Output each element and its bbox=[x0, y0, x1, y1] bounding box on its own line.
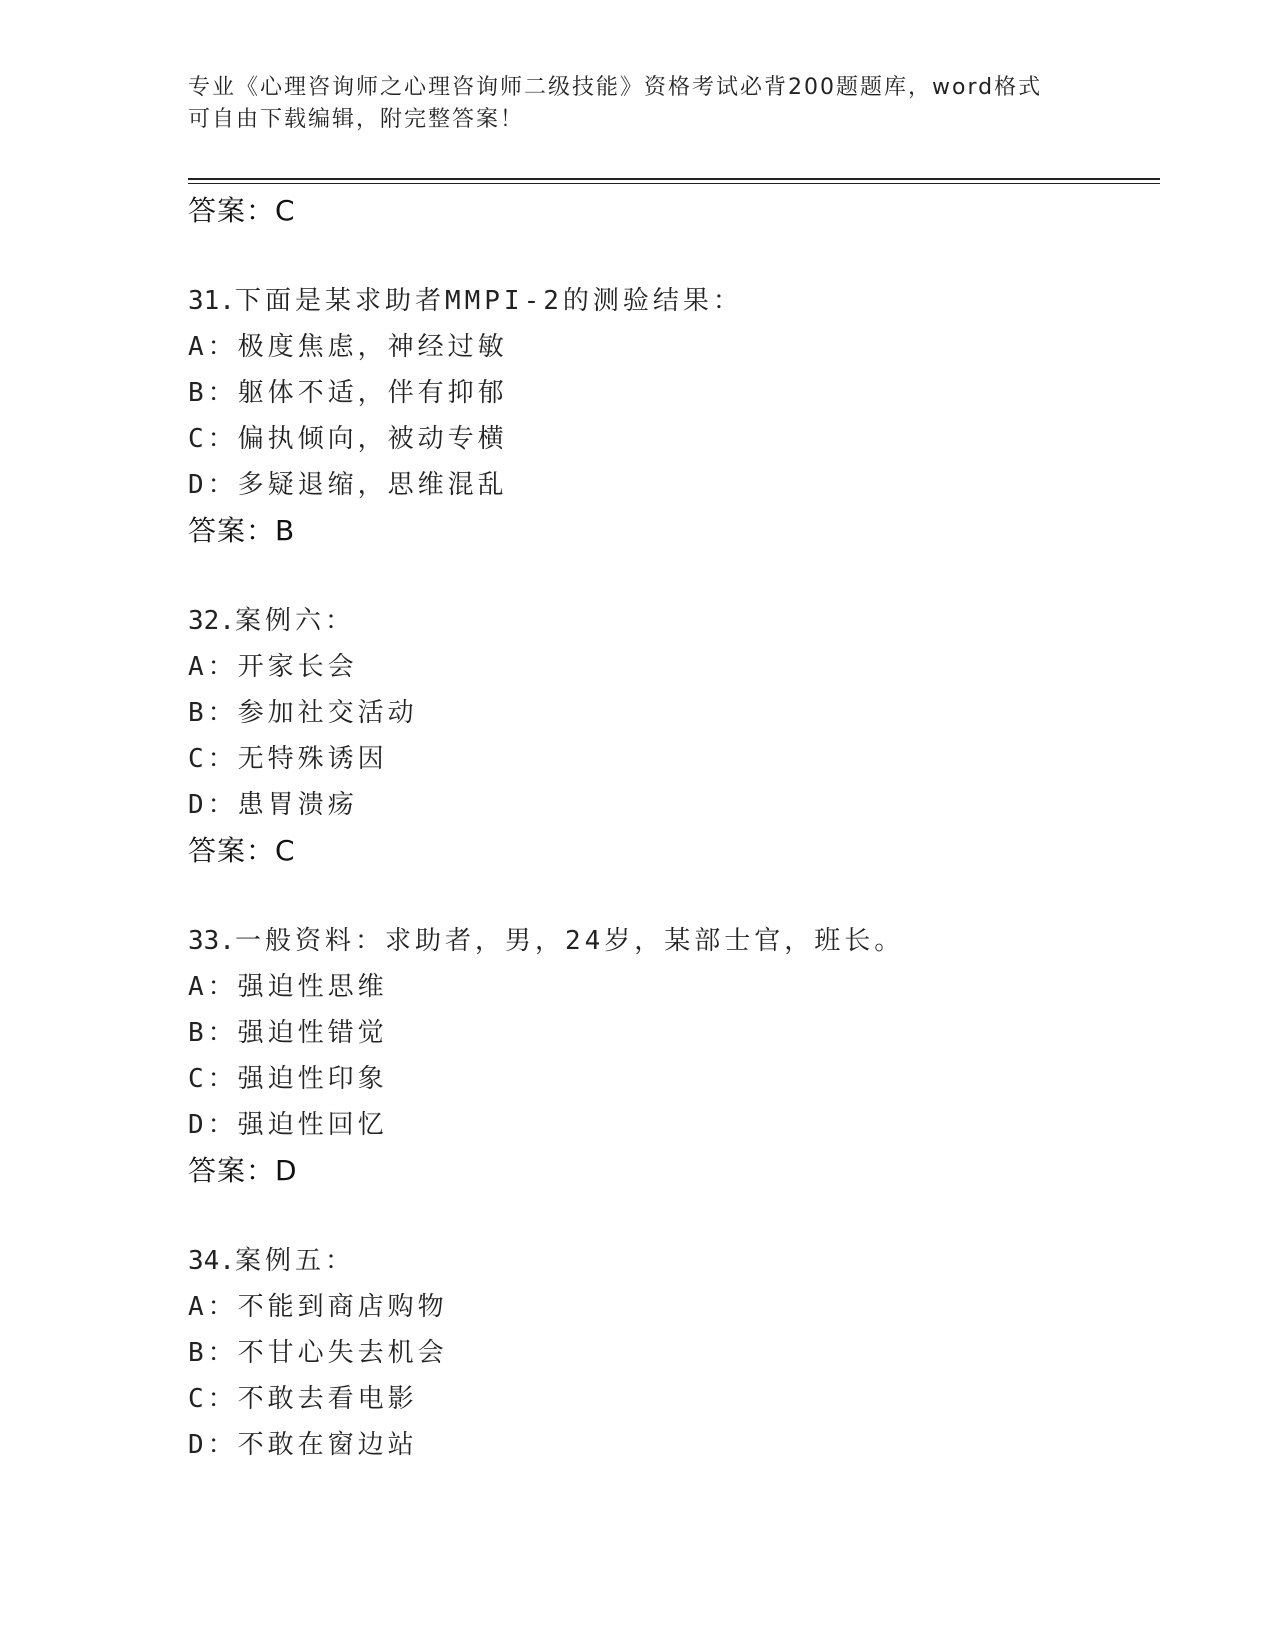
question-list bbox=[188, 188, 1148, 1468]
question-32 bbox=[188, 598, 1148, 874]
question-title bbox=[188, 598, 1148, 644]
option-d: D：不敢在窗边站 bbox=[188, 1430, 418, 1460]
answer-previous: 答案：C bbox=[188, 194, 296, 227]
answer: 答案：D bbox=[188, 1154, 298, 1187]
question-text: 一般资料：求助者，男，24岁，某部士官，班长。 bbox=[234, 926, 905, 956]
option-b: B：参加社交活动 bbox=[188, 698, 418, 728]
option-d: D：强迫性回忆 bbox=[188, 1110, 388, 1140]
option-b: B：不甘心失去机会 bbox=[188, 1338, 448, 1368]
question-31 bbox=[188, 278, 1148, 554]
option-b: B：躯体不适，伴有抑郁 bbox=[188, 378, 508, 408]
option-a: A：开家长会 bbox=[188, 652, 358, 682]
question-number: 34. bbox=[188, 1246, 235, 1276]
option-c: C：无特殊诱因 bbox=[188, 744, 388, 774]
question-text: 案例六： bbox=[234, 606, 355, 636]
question-33 bbox=[188, 918, 1148, 1194]
question-number: 31. bbox=[188, 286, 235, 316]
option-a: A：不能到商店购物 bbox=[188, 1292, 448, 1322]
answer: 答案：C bbox=[188, 834, 296, 867]
answer: 答案：B bbox=[188, 514, 296, 547]
question-title bbox=[188, 918, 1148, 964]
option-c: C：不敢去看电影 bbox=[188, 1384, 418, 1414]
header-divider-thick bbox=[188, 178, 1160, 180]
option-d: D：患胃溃疡 bbox=[188, 790, 358, 820]
option-d: D：多疑退缩，思维混乱 bbox=[188, 470, 508, 500]
question-number: 32. bbox=[188, 606, 235, 636]
question-text: 下面是某求助者MMPI-2的测验结果： bbox=[234, 286, 743, 316]
question-title bbox=[188, 1238, 1148, 1284]
question-text: 案例五： bbox=[234, 1246, 355, 1276]
header-divider-thin bbox=[188, 183, 1160, 184]
option-c: C：强迫性印象 bbox=[188, 1064, 388, 1094]
document-header bbox=[188, 72, 1068, 136]
option-b: B：强迫性错觉 bbox=[188, 1018, 388, 1048]
option-c: C：偏执倾向，被动专横 bbox=[188, 424, 508, 454]
option-a: A：极度焦虑，神经过敏 bbox=[188, 332, 508, 362]
question-34 bbox=[188, 1238, 1148, 1468]
header-line-2: 可自由下载编辑，附完整答案！ bbox=[188, 107, 525, 132]
header-line-1: 专业《心理咨询师之心理咨询师二级技能》资格考试必背200题题库，word格式 bbox=[188, 75, 1043, 100]
question-title bbox=[188, 278, 1148, 324]
option-a: A：强迫性思维 bbox=[188, 972, 388, 1002]
question-number: 33. bbox=[188, 926, 235, 956]
